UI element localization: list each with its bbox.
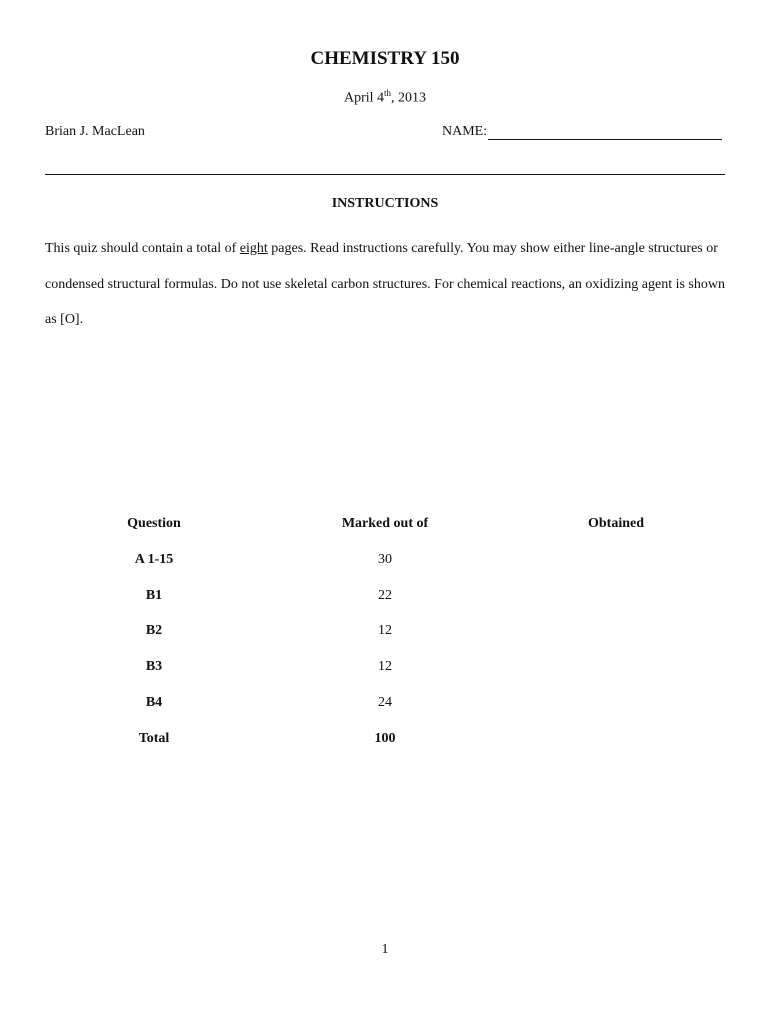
table-row-marked-out-of: 30 — [378, 552, 392, 567]
date-suffix: , 2013 — [391, 90, 427, 106]
instructions-underlined: eight — [239, 241, 268, 256]
column-header-obtained: Obtained — [587, 516, 644, 531]
instructions-heading: INSTRUCTIONS — [331, 196, 439, 211]
page-title: CHEMISTRY 150 — [310, 48, 460, 69]
table-row-marked-out-of: 12 — [378, 623, 392, 638]
table-row-marked-out-of: 24 — [378, 695, 392, 710]
table-row-question: B2 — [145, 623, 163, 638]
column-header-question: Question — [127, 516, 181, 531]
table-total-label: Total — [138, 731, 170, 746]
date-prefix: April 4 — [343, 90, 385, 106]
table-row-question: A 1-15 — [134, 552, 174, 567]
page-number: 1 — [381, 942, 389, 957]
table-row-question: B4 — [145, 695, 163, 710]
instructions-text-before: This quiz should contain a total of — [45, 241, 240, 256]
table-row-marked-out-of: 12 — [378, 659, 392, 674]
name-line[interactable] — [488, 125, 722, 140]
table-row-question: B1 — [145, 588, 163, 603]
header-divider — [45, 174, 725, 175]
instructions-text-after: pages. Read instructions carefully. You may show either line-angle structures or condensed structural formulas. Do not use skeletal carbon structures. For chemical reactions, an oxidizing agent is shown as [O]. — [45, 241, 725, 327]
table-total-marked-out-of: 100 — [374, 731, 396, 746]
name-field[interactable] — [442, 124, 722, 140]
instructions-text — [45, 231, 735, 338]
exam-date — [0, 88, 770, 107]
author: Brian J. MacLean — [45, 124, 145, 139]
column-header-marked-out-of: Marked out of — [341, 516, 429, 531]
name-label: NAME: — [442, 124, 488, 139]
date-superscript: th — [384, 88, 392, 98]
table-row-marked-out-of: 22 — [378, 588, 392, 603]
table-row-question: B3 — [145, 659, 163, 674]
